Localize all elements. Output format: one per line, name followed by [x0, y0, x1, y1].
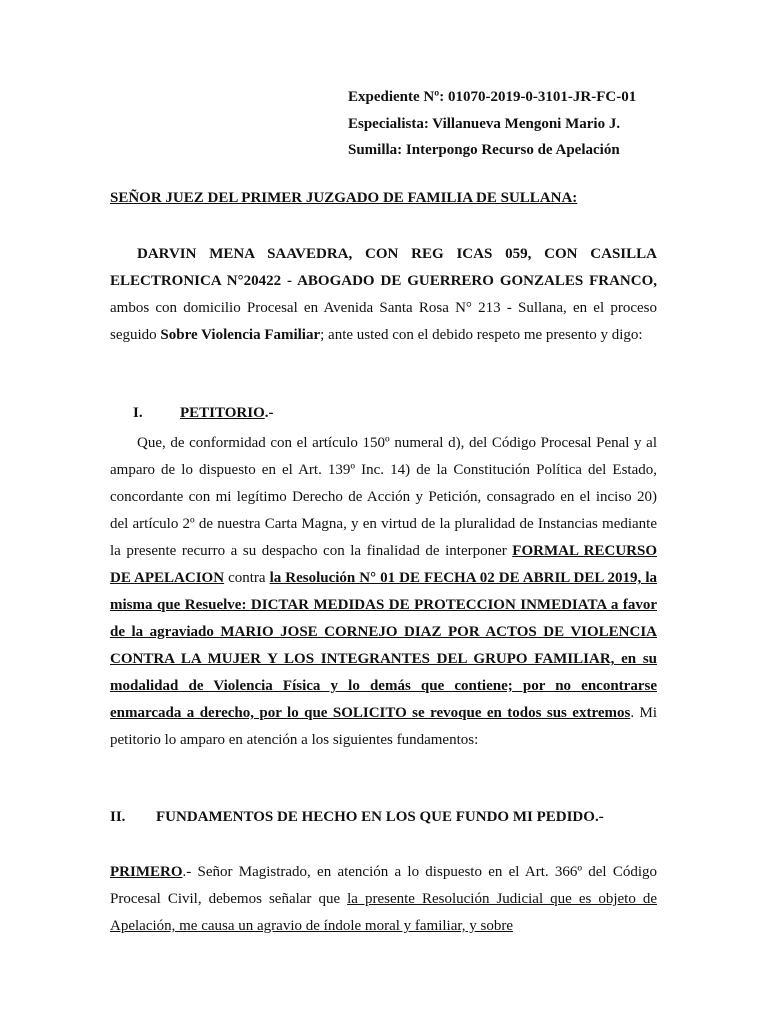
petitorio-recurso: FORMAL RECURSO DE APELACION — [110, 543, 657, 586]
section-1-title: PETITORIO — [180, 405, 265, 421]
section-1-suffix: .- — [264, 405, 274, 421]
intro-parties: DARVIN MENA SAAVEDRA, CON REG ICAS 059, CON CASILLA ELECTRONICA N°20422 - ABOGADO DE GUERRERO GONZALES FRANCO, — [110, 246, 657, 289]
section-2-heading — [156, 809, 604, 826]
primero-label: PRIMERO — [110, 864, 183, 880]
petitorio-resolucion: la Resolución N° 01 DE FECHA 02 DE ABRIL DEL 2019, la misma que Resuelve: DICTAR MEDIDAS DE PROTECCION INMEDIATA a favor de la agraviado MARIO JOSE CORNEJO DIAZ POR ACTOS DE VIOLENCIA CONTRA LA MUJER Y LOS INTEGRANTES DEL GRUPO FAMILIAR, en su modalidad de Violencia Física y lo demás que contiene; por no encontrarse enmarcada a derecho, por lo que SOLICITO se revoque en todos sus extremos — [110, 570, 657, 721]
primero-underlined: la presente Resolución Judicial que es objeto de Apelación, me causa un agravio de índole moral y familiar, y sobre — [110, 891, 658, 934]
section-2-suffix: .- — [594, 809, 604, 825]
petitorio-paragraph — [110, 430, 657, 754]
intro-paragraph — [110, 241, 657, 349]
case-specialist: Especialista: Villanueva Mengoni Mario J. — [348, 115, 621, 132]
section-2-number: II. — [110, 809, 126, 825]
section-1-heading — [180, 405, 274, 422]
addressee-line: SEÑOR JUEZ DEL PRIMER JUZGADO DE FAMILIA DE SULLANA: — [110, 190, 578, 206]
section-1-number: I. — [133, 405, 143, 421]
petitorio-text-2: contra — [224, 570, 270, 586]
intro-text-1: ambos con domicilio Procesal en Avenida Santa Rosa N° 213 - Sullana, en el proceso seguido — [110, 300, 657, 343]
case-summary: Sumilla: Interpongo Recurso de Apelación — [348, 142, 620, 158]
petitorio-text-3: . Mi petitorio lo amparo en atención a los siguientes fundamentos: — [110, 705, 657, 748]
petitorio-text-1: Que, de conformidad con el artículo 150º numeral d), del Código Procesal Penal y al amparo de lo dispuesto en el Art. 139º Inc. 14) de la Constitución Política del Estado, concordante con mi legítimo Derecho de Acción y Petición, consagrado en el inciso 20) del artículo 2º de nuestra Carta Magna, y en virtud de la pluralidad de Instancias mediante la presente recurro a su despacho con la finalidad de interponer — [110, 435, 657, 559]
intro-subject: Sobre Violencia Familiar — [160, 327, 321, 343]
case-header — [348, 84, 636, 164]
primero-paragraph — [110, 859, 657, 940]
primero-text-1: .- Señor Magistrado, en atención a lo dispuesto en el Art. 366º del Código Procesal Civil, debemos señalar que — [110, 864, 657, 907]
intro-text-2: ; ante usted con el debido respeto me presento y digo: — [320, 327, 643, 343]
case-number: Expediente Nº: 01070-2019-0-3101-JR-FC-01 — [348, 89, 637, 105]
section-2-title: FUNDAMENTOS DE HECHO EN LOS QUE FUNDO MI PEDIDO — [156, 809, 595, 825]
